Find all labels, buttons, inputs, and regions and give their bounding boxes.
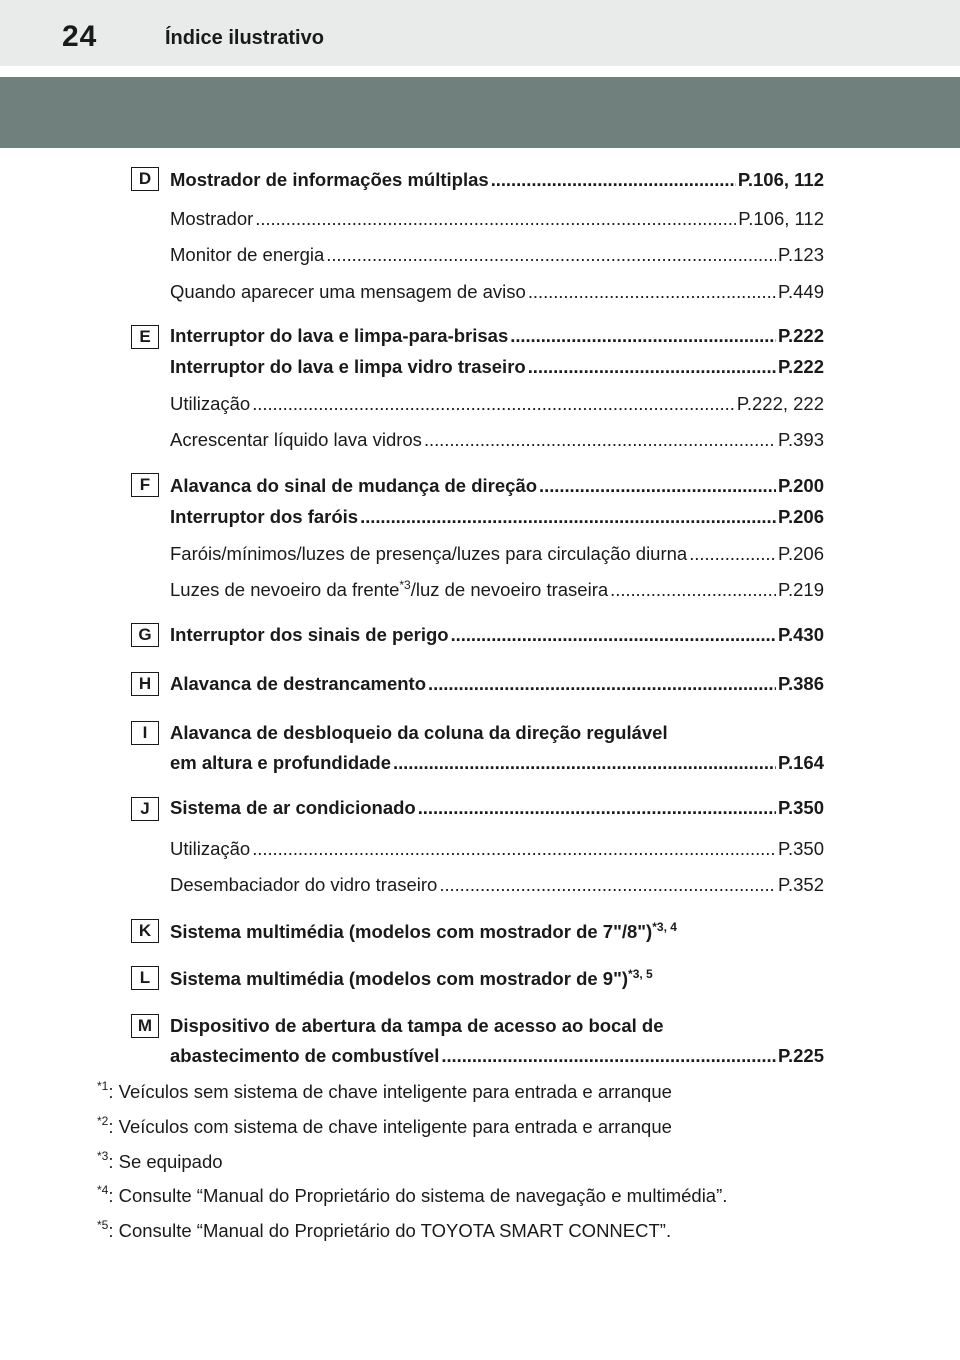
- entry-label: Utilização: [170, 393, 251, 414]
- footnote: [97, 1079, 672, 1103]
- index-subentry[interactable]: [170, 429, 824, 453]
- footnote: [97, 1149, 223, 1173]
- entry-label-part: /luz de nevoeiro traseira: [410, 579, 609, 600]
- entry-page-ref: P.106, 112: [737, 169, 824, 190]
- entry-label: Sistema multimédia (modelos com mostrador de 7"/8"): [170, 921, 653, 942]
- footnote-mark: *4: [97, 1183, 109, 1197]
- entry-label: Monitor de energia: [170, 244, 325, 265]
- entry-page-ref: P.222: [778, 325, 824, 346]
- footnote-mark: *3: [97, 1149, 109, 1163]
- entry-label-part: Luzes de nevoeiro da frente: [170, 579, 400, 600]
- leader-dots: [539, 475, 776, 497]
- entry-page-ref: P.225: [778, 1045, 824, 1066]
- section-letter-g: G: [131, 623, 159, 647]
- entry-page-ref: P.386: [778, 673, 824, 694]
- entry-page-ref: P.222, 222: [736, 393, 824, 414]
- entry-page-ref: P.449: [778, 281, 824, 302]
- footnote: [97, 1183, 727, 1207]
- entry-page-ref: P.352: [778, 874, 824, 895]
- section-title: Índice ilustrativo: [165, 27, 324, 49]
- index-subentry[interactable]: [170, 208, 824, 232]
- index-entry[interactable]: [170, 475, 824, 499]
- leader-dots: [418, 797, 776, 819]
- index-subentry[interactable]: [170, 838, 824, 862]
- entry-page-ref: P.222: [778, 356, 824, 377]
- entry-page-ref: P.206: [778, 506, 824, 527]
- section-letter-k: K: [131, 919, 159, 943]
- index-subentry[interactable]: [170, 543, 824, 567]
- leader-dots: [528, 281, 776, 303]
- footnote-mark: *5: [97, 1218, 109, 1232]
- header-band: [0, 77, 960, 148]
- entry-label: Interruptor dos faróis: [170, 506, 359, 527]
- entry-label: Sistema multimédia (modelos com mostrador de 9"): [170, 968, 629, 989]
- entry-label: [170, 578, 608, 601]
- index-subentry[interactable]: [170, 578, 824, 602]
- footnote: [97, 1114, 672, 1138]
- entry-page-ref: P.393: [778, 429, 824, 450]
- entry-page-ref: P.206: [778, 543, 824, 564]
- index-subentry[interactable]: [170, 244, 824, 268]
- entry-label: em altura e profundidade: [170, 752, 392, 773]
- footnote-text: : Consulte “Manual do Proprietário do sistema de navegação e multimédia”.: [108, 1185, 728, 1206]
- footnote-mark: *1: [97, 1079, 109, 1093]
- entry-label: Faróis/mínimos/luzes de presença/luzes para circulação diurna: [170, 543, 688, 564]
- leader-dots: [393, 752, 776, 774]
- entry-page-ref: P.350: [778, 797, 824, 818]
- index-subentry[interactable]: [170, 393, 824, 417]
- page-number: 24: [62, 20, 98, 53]
- section-letter-j: J: [131, 797, 159, 821]
- index-entry[interactable]: [170, 967, 653, 990]
- leader-dots: [255, 208, 736, 230]
- section-letter-h: H: [131, 672, 159, 696]
- leader-dots: [424, 429, 776, 451]
- entry-page-ref: P.164: [778, 752, 824, 773]
- leader-dots: [441, 1045, 776, 1067]
- entry-label-line: Alavanca de desbloqueio da coluna da direção regulável: [170, 722, 668, 743]
- entry-page-ref: P.200: [778, 475, 824, 496]
- entry-label: Acrescentar líquido lava vidros: [170, 429, 422, 450]
- index-entry[interactable]: [170, 356, 824, 380]
- entry-label: Mostrador de informações múltiplas: [170, 169, 489, 190]
- section-letter-l: L: [131, 966, 159, 990]
- footnote-ref: *3, 4: [652, 920, 677, 934]
- entry-page-ref: P.123: [778, 244, 824, 265]
- section-letter-d: D: [131, 167, 159, 191]
- entry-page-ref: P.350: [778, 838, 824, 859]
- index-entry[interactable]: [170, 169, 824, 193]
- index-entry[interactable]: [170, 673, 824, 697]
- entry-page-ref: P.106, 112: [738, 208, 824, 229]
- leader-dots: [360, 506, 776, 528]
- index-entry[interactable]: [170, 325, 824, 349]
- leader-dots: [689, 543, 776, 565]
- entry-page-ref: P.219: [778, 579, 824, 600]
- page-header: [0, 0, 960, 66]
- leader-dots: [252, 838, 776, 860]
- entry-page-ref: P.430: [778, 624, 824, 645]
- entry-label: Alavanca de destrancamento: [170, 673, 427, 694]
- entry-label: Alavanca do sinal de mudança de direção: [170, 475, 538, 496]
- index-subentry[interactable]: [170, 281, 824, 305]
- entry-label: Desembaciador do vidro traseiro: [170, 874, 438, 895]
- footnote-text: : Veículos sem sistema de chave inteligente para entrada e arranque: [108, 1081, 672, 1102]
- footnote: [97, 1218, 671, 1242]
- entry-label: Utilização: [170, 838, 251, 859]
- entry-label: Interruptor dos sinais de perigo: [170, 624, 449, 645]
- section-letter-f: F: [131, 473, 159, 497]
- entry-label: abastecimento de combustível: [170, 1045, 440, 1066]
- section-letter-i: I: [131, 721, 159, 745]
- leader-dots: [528, 356, 776, 378]
- leader-dots: [510, 325, 776, 347]
- index-entry[interactable]: [170, 506, 824, 530]
- leader-dots: [326, 244, 776, 266]
- footnote-ref: *3, 5: [628, 967, 653, 981]
- entry-label: Mostrador: [170, 208, 254, 229]
- footnote-ref: *3: [399, 578, 411, 592]
- index-entry[interactable]: [170, 920, 677, 943]
- index-entry[interactable]: [170, 1045, 824, 1069]
- leader-dots: [252, 393, 735, 415]
- footnote-text: : Veículos com sistema de chave inteligente para entrada e arranque: [108, 1116, 672, 1137]
- section-letter-m: M: [131, 1014, 159, 1038]
- entry-label-line: Dispositivo de abertura da tampa de acesso ao bocal de: [170, 1015, 664, 1036]
- index-entry[interactable]: [170, 752, 824, 776]
- leader-dots: [610, 579, 776, 601]
- footnote-text: : Consulte “Manual do Proprietário do TOYOTA SMART CONNECT”.: [108, 1220, 672, 1241]
- entry-label: Sistema de ar condicionado: [170, 797, 416, 818]
- index-entry[interactable]: [170, 624, 824, 648]
- section-letter-e: E: [131, 325, 159, 349]
- leader-dots: [451, 624, 776, 646]
- footnote-text: : Se equipado: [108, 1151, 223, 1172]
- leader-dots: [491, 169, 736, 191]
- entry-label: Quando aparecer uma mensagem de aviso: [170, 281, 526, 302]
- leader-dots: [428, 673, 776, 695]
- index-entry[interactable]: [170, 797, 824, 821]
- index-subentry[interactable]: [170, 874, 824, 898]
- entry-label: Interruptor do lava e limpa vidro traseiro: [170, 356, 526, 377]
- leader-dots: [439, 874, 776, 896]
- entry-label: Interruptor do lava e limpa-para-brisas: [170, 325, 509, 346]
- footnote-mark: *2: [97, 1114, 109, 1128]
